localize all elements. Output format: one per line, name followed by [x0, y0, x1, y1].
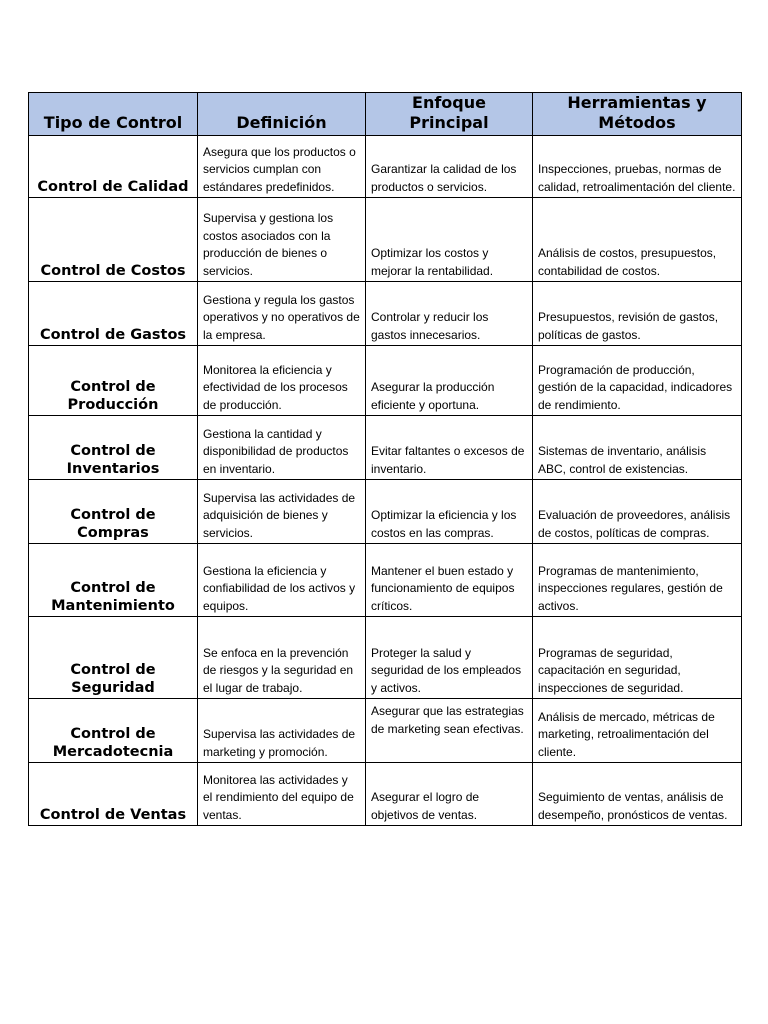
- row-type: Control de Compras: [29, 480, 198, 544]
- row-type: Control de Inventarios: [29, 416, 198, 480]
- row-type: Control de Seguridad: [29, 617, 198, 699]
- header-herramientas-y-metodos: Herramientas y Métodos: [533, 93, 742, 136]
- row-definition: Supervisa y gestiona los costos asociados con la producción de bienes o servicios.: [198, 198, 366, 282]
- row-type: Control de Costos: [29, 198, 198, 282]
- header-enfoque-principal: Enfoque Principal: [366, 93, 533, 136]
- row-definition: Gestiona la eficiencia y confiabilidad de los activos y equipos.: [198, 544, 366, 617]
- row-focus: Asegurar el logro de objetivos de ventas.: [366, 763, 533, 826]
- table-row: [29, 346, 742, 416]
- row-type: Control de Mantenimiento: [29, 544, 198, 617]
- row-focus: Asegurar que las estrategias de marketing sean efectivas.: [366, 699, 533, 763]
- header-definicion: Definición: [198, 93, 366, 136]
- table-row: [29, 699, 742, 763]
- row-type: Control de Mercadotecnia: [29, 699, 198, 763]
- row-focus: Proteger la salud y seguridad de los empleados y activos.: [366, 617, 533, 699]
- row-focus: Optimizar la eficiencia y los costos en las compras.: [366, 480, 533, 544]
- table-row: [29, 282, 742, 346]
- row-tools: Análisis de costos, presupuestos, contabilidad de costos.: [533, 198, 742, 282]
- row-focus: Controlar y reducir los gastos innecesarios.: [366, 282, 533, 346]
- row-definition: Se enfoca en la prevención de riesgos y la seguridad en el lugar de trabajo.: [198, 617, 366, 699]
- row-tools: Sistemas de inventario, análisis ABC, control de existencias.: [533, 416, 742, 480]
- row-focus: Mantener el buen estado y funcionamiento de equipos críticos.: [366, 544, 533, 617]
- table-row: [29, 763, 742, 826]
- header-tipo-de-control: Tipo de Control: [29, 93, 198, 136]
- row-definition: Supervisa las actividades de adquisición de bienes y servicios.: [198, 480, 366, 544]
- row-definition: Gestiona y regula los gastos operativos y no operativos de la empresa.: [198, 282, 366, 346]
- table-row: [29, 480, 742, 544]
- table-row: [29, 617, 742, 699]
- row-definition: Monitorea las actividades y el rendimiento del equipo de ventas.: [198, 763, 366, 826]
- row-tools: Programas de seguridad, capacitación en seguridad, inspecciones de seguridad.: [533, 617, 742, 699]
- table-row: [29, 198, 742, 282]
- row-definition: Gestiona la cantidad y disponibilidad de productos en inventario.: [198, 416, 366, 480]
- row-tools: Análisis de mercado, métricas de marketing, retroalimentación del cliente.: [533, 699, 742, 763]
- control-types-table: [28, 92, 742, 826]
- row-tools: Seguimiento de ventas, análisis de desempeño, pronósticos de ventas.: [533, 763, 742, 826]
- table-row: [29, 416, 742, 480]
- table-row: [29, 544, 742, 617]
- row-type: Control de Ventas: [29, 763, 198, 826]
- row-tools: Programas de mantenimiento, inspecciones regulares, gestión de activos.: [533, 544, 742, 617]
- header-row: [29, 93, 742, 136]
- row-focus: Optimizar los costos y mejorar la rentabilidad.: [366, 198, 533, 282]
- row-type: Control de Calidad: [29, 136, 198, 198]
- row-focus: Evitar faltantes o excesos de inventario.: [366, 416, 533, 480]
- row-type: Control de Producción: [29, 346, 198, 416]
- row-type: Control de Gastos: [29, 282, 198, 346]
- row-tools: Inspecciones, pruebas, normas de calidad, retroalimentación del cliente.: [533, 136, 742, 198]
- row-tools: Programación de producción, gestión de la capacidad, indicadores de rendimiento.: [533, 346, 742, 416]
- row-focus: Garantizar la calidad de los productos o servicios.: [366, 136, 533, 198]
- row-tools: Presupuestos, revisión de gastos, políticas de gastos.: [533, 282, 742, 346]
- row-definition: Supervisa las actividades de marketing y promoción.: [198, 699, 366, 763]
- row-definition: Asegura que los productos o servicios cumplan con estándares predefinidos.: [198, 136, 366, 198]
- row-definition: Monitorea la eficiencia y efectividad de los procesos de producción.: [198, 346, 366, 416]
- row-tools: Evaluación de proveedores, análisis de costos, políticas de compras.: [533, 480, 742, 544]
- row-focus: Asegurar la producción eficiente y oportuna.: [366, 346, 533, 416]
- table-row: [29, 136, 742, 198]
